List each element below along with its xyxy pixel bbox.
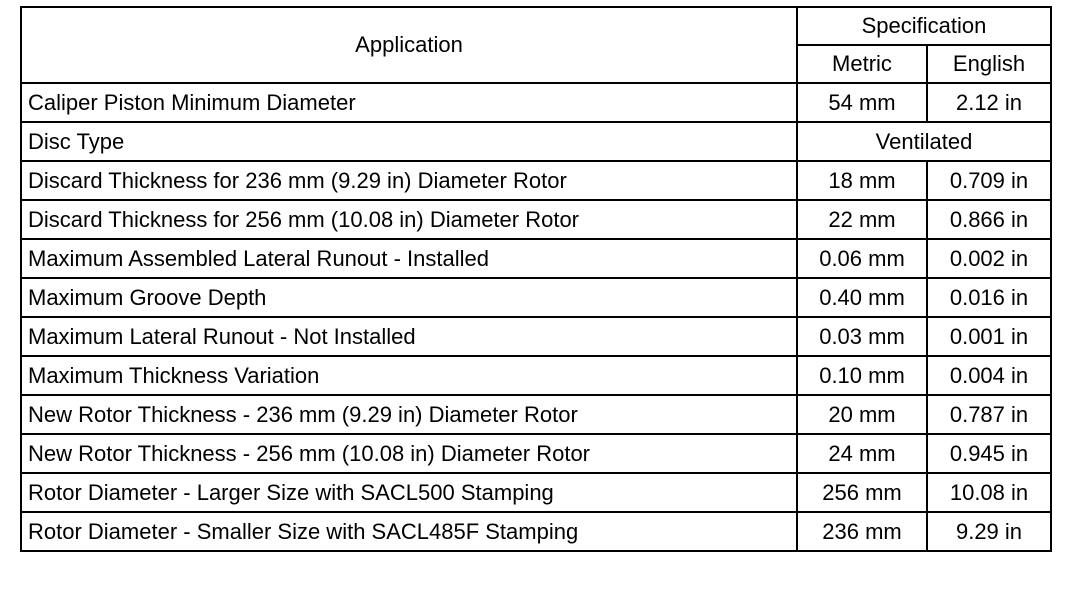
english-cell: 0.945 in <box>927 434 1051 473</box>
table-row <box>21 239 1051 278</box>
metric-cell: 54 mm <box>797 83 927 122</box>
metric-cell: 236 mm <box>797 512 927 551</box>
specification-header: Specification <box>797 7 1051 45</box>
application-cell: Discard Thickness for 256 mm (10.08 in) Diameter Rotor <box>21 200 797 239</box>
application-cell: Caliper Piston Minimum Diameter <box>21 83 797 122</box>
table-row <box>21 512 1051 551</box>
application-cell: Rotor Diameter - Smaller Size with SACL485F Stamping <box>21 512 797 551</box>
application-cell: Discard Thickness for 236 mm (9.29 in) Diameter Rotor <box>21 161 797 200</box>
english-cell: 0.002 in <box>927 239 1051 278</box>
metric-header: Metric <box>797 45 927 83</box>
metric-cell: 0.10 mm <box>797 356 927 395</box>
english-header: English <box>927 45 1051 83</box>
table-row <box>21 434 1051 473</box>
application-cell: Rotor Diameter - Larger Size with SACL500 Stamping <box>21 473 797 512</box>
english-cell: 9.29 in <box>927 512 1051 551</box>
specification-table <box>20 6 1052 552</box>
english-cell: 0.866 in <box>927 200 1051 239</box>
metric-cell: 18 mm <box>797 161 927 200</box>
english-cell: 0.016 in <box>927 278 1051 317</box>
combined-value-cell: Ventilated <box>797 122 1051 161</box>
metric-cell: 0.40 mm <box>797 278 927 317</box>
application-cell: Disc Type <box>21 122 797 161</box>
metric-cell: 0.03 mm <box>797 317 927 356</box>
application-cell: Maximum Groove Depth <box>21 278 797 317</box>
english-cell: 0.709 in <box>927 161 1051 200</box>
english-cell: 10.08 in <box>927 473 1051 512</box>
metric-cell: 0.06 mm <box>797 239 927 278</box>
english-cell: 0.001 in <box>927 317 1051 356</box>
metric-cell: 20 mm <box>797 395 927 434</box>
table-row <box>21 122 1051 161</box>
table-row <box>21 317 1051 356</box>
table-row <box>21 473 1051 512</box>
metric-cell: 256 mm <box>797 473 927 512</box>
english-cell: 0.787 in <box>927 395 1051 434</box>
metric-cell: 24 mm <box>797 434 927 473</box>
application-cell: New Rotor Thickness - 256 mm (10.08 in) Diameter Rotor <box>21 434 797 473</box>
application-cell: Maximum Lateral Runout - Not Installed <box>21 317 797 356</box>
header-row-top <box>21 7 1051 45</box>
application-cell: New Rotor Thickness - 236 mm (9.29 in) Diameter Rotor <box>21 395 797 434</box>
application-cell: Maximum Thickness Variation <box>21 356 797 395</box>
table-row <box>21 356 1051 395</box>
metric-cell: 22 mm <box>797 200 927 239</box>
application-cell: Maximum Assembled Lateral Runout - Installed <box>21 239 797 278</box>
english-cell: 0.004 in <box>927 356 1051 395</box>
table-row <box>21 200 1051 239</box>
table-row <box>21 161 1051 200</box>
table-row <box>21 395 1051 434</box>
application-header: Application <box>21 7 797 83</box>
table-row <box>21 83 1051 122</box>
english-cell: 2.12 in <box>927 83 1051 122</box>
table-row <box>21 278 1051 317</box>
